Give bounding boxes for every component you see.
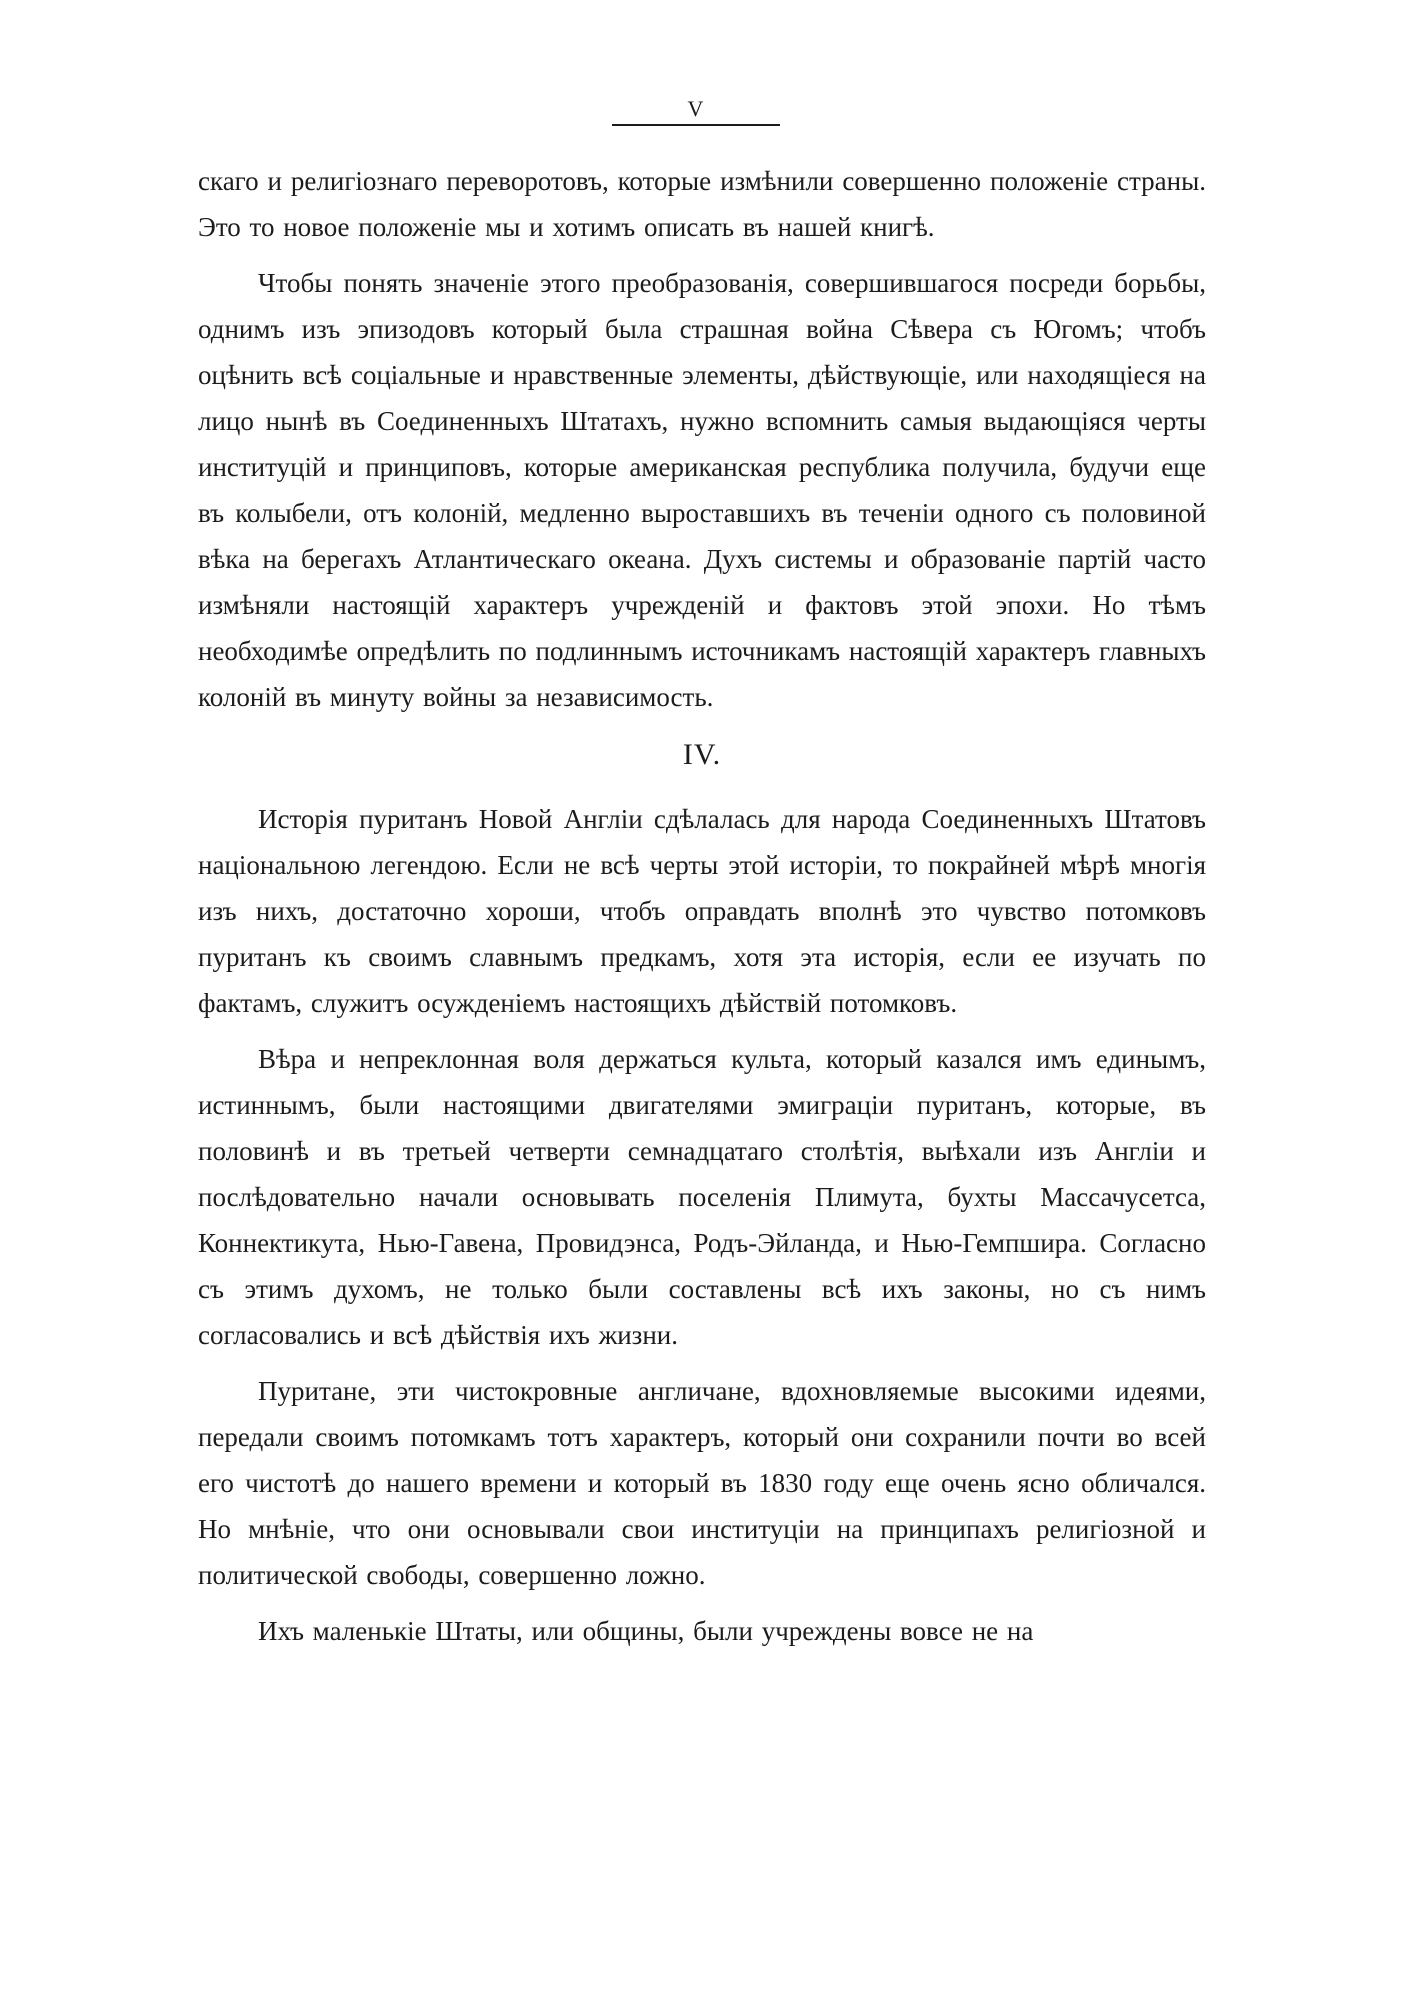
- header-rule: [612, 124, 780, 126]
- paragraph-continuation: скаго и религіознаго переворотовъ, которые измѣнили совершенно положеніе страны. Это то новое положеніе мы и хотимъ описать въ нашей книгѣ.: [198, 166, 1206, 242]
- page-header: [612, 96, 780, 126]
- paragraph-faith-emigration: Вѣра и непреклонная воля держаться культа, который казался имъ единымъ, истиннымъ, были настоящими двигателями эмиграціи пуританъ, которые, въ половинѣ и въ третьей четверти семнадцатаго столѣтія, выѣхали изъ Англіи и послѣдовательно начали основывать поселенія Плимута, бухты Массачусетса, Коннектикута, Нью-Гавена, Провидэнса, Родъ-Эйланда, и Нью-Гемпшира. Согласно съ этимъ духомъ, не только были составлены всѣ ихъ законы, но съ нимъ согласовались и всѣ дѣйствія ихъ жизни.: [198, 1044, 1206, 1350]
- paragraph-small-states: Ихъ маленькіе Штаты, или общины, были учреждены вовсе не на: [258, 1616, 1034, 1646]
- paragraph-transformation: Чтобы понять значеніе этого преобразованія, совершившагося посреди борьбы, однимъ изъ эпизодовъ который была страшная война Сѣвера съ Югомъ; чтобъ оцѣнить всѣ соціальные и нравственные элементы, дѣйствующіе, или находящіеся на лицо нынѣ въ Соединенныхъ Штатахъ, нужно вспомнить самыя выдающіяся черты институцій и принциповъ, которые американская республика получила, будучи еще въ колыбели, отъ колоній, медленно выроставшихъ въ теченіи одного съ половиной вѣка на берегахъ Атлантическаго океана. Духъ системы и образованіе партій часто измѣняли настоящій характеръ учрежденій и фактовъ этой эпохи. Но тѣмъ необходимѣе опредѣлить по подлиннымъ источникамъ настоящій характеръ главныхъ колоній въ минуту войны за независимость.: [198, 268, 1206, 712]
- paragraph-puritan-character: Пуритане, эти чистокровные англичане, вдохновляемые высокими идеями, передали своимъ потомкамъ тотъ характеръ, который они сохранили почти во всей его чистотѣ до нашего времени и который въ 1830 году еще очень ясно обличался. Но мнѣніе, что они основывали свои институціи на принципахъ религіозной и политической свободы, совершенно ложно.: [198, 1376, 1206, 1590]
- paragraph-puritan-history: Исторія пуританъ Новой Англіи сдѣлалась для народа Соединенныхъ Штатовъ національною легендою. Если не всѣ черты этой исторіи, то покрайней мѣрѣ многія изъ нихъ, достаточно хороши, чтобъ оправдать вполнѣ это чувство потомковъ пуританъ къ своимъ славнымъ предкамъ, хотя эта исторія, если ее изучать по фактамъ, служитъ осужденіемъ настоящихъ дѣйствій потомковъ.: [198, 804, 1206, 1018]
- section-heading-iv: IV.: [682, 738, 722, 771]
- page-number: V: [687, 96, 705, 121]
- text-column: [198, 158, 1206, 1664]
